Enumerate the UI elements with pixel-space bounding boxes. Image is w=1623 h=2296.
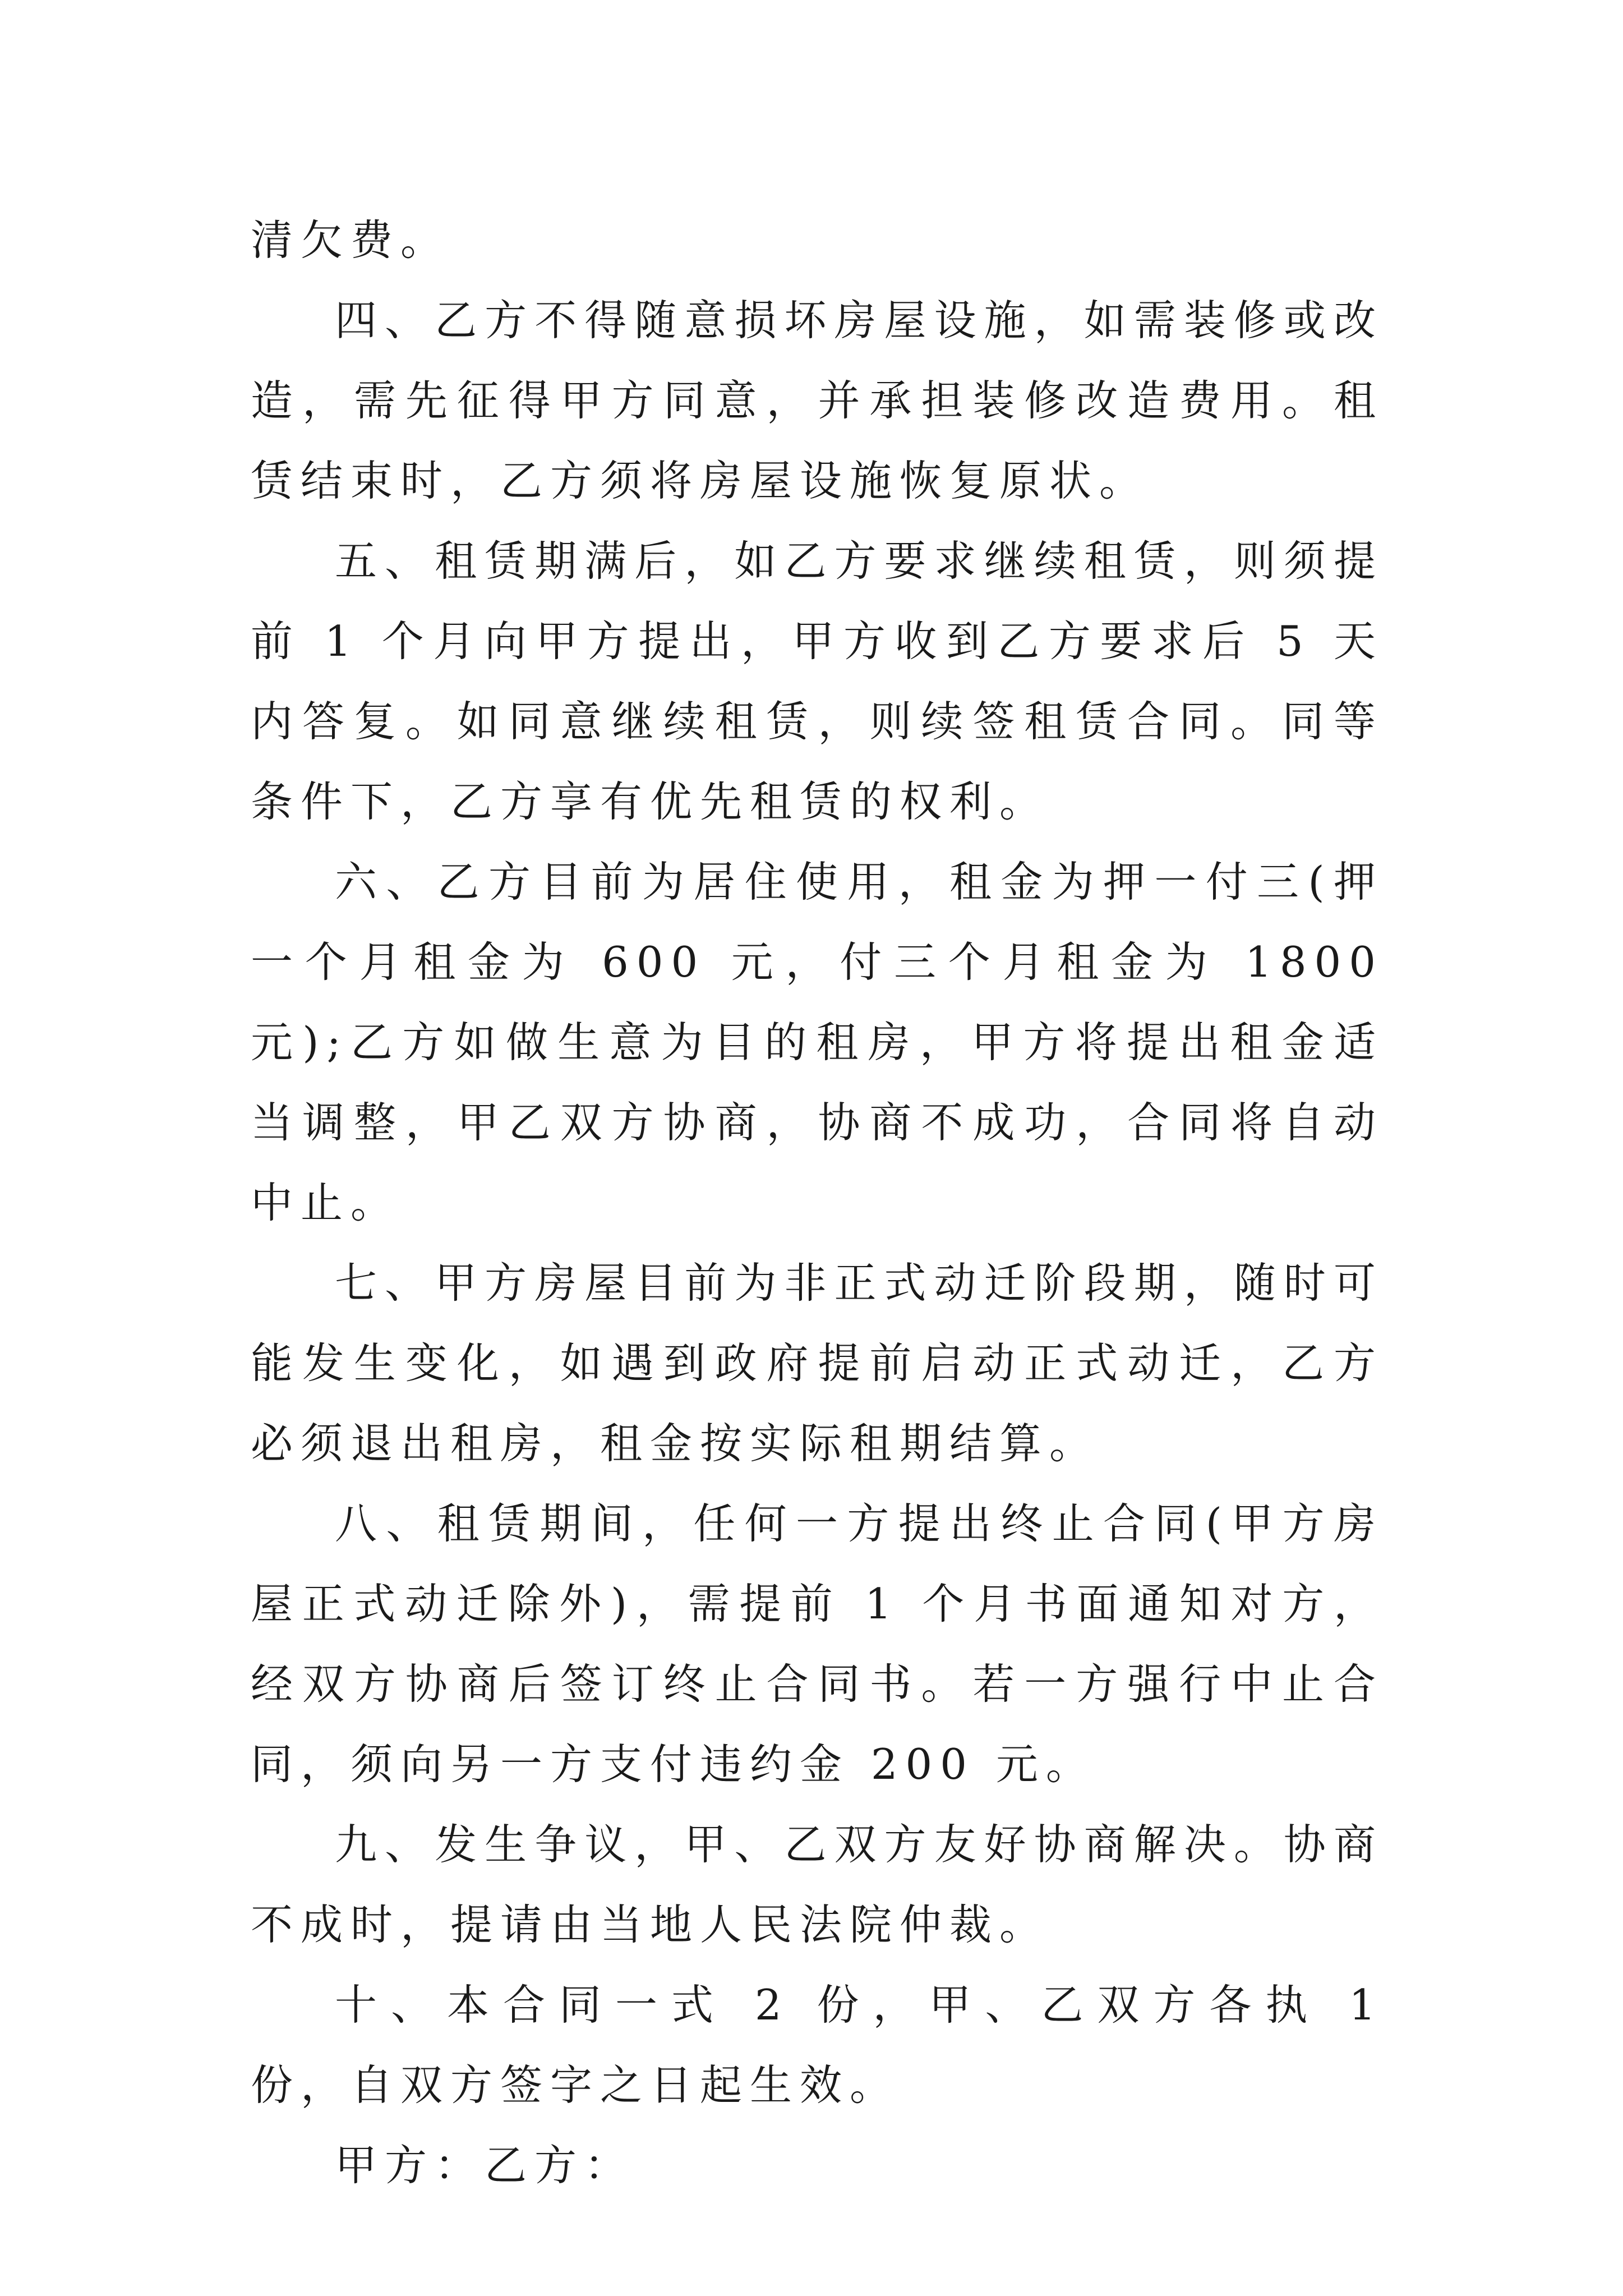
clause-10: 十、本合同一式 2 份，甲、乙双方各执 1 份，自双方签字之日起生效。 xyxy=(251,1980,1384,2110)
clause-9: 九、发生争议，甲、乙双方友好协商解决。协商不成时，提请由当地人民法院仲裁。 xyxy=(251,1820,1384,1949)
clause-6: 六、乙方目前为居住使用，租金为押一付三(押一个月租金为 600 元，付三个月租金为 1800 元);乙方如做生意为目的租房，甲方将提出租金适当调整，甲乙双方协商，协商不成功，合同将自动中止。 xyxy=(251,857,1384,1227)
document-body xyxy=(251,200,1384,2206)
clause-7: 七、甲方房屋目前为非正式动迁阶段期，随时可能发生变化，如遇到政府提前启动正式动迁，乙方必须退出租房，租金按实际租期结算。 xyxy=(251,1258,1384,1468)
clause-8: 八、租赁期间，任何一方提出终止合同(甲方房屋正式动迁除外)，需提前 1 个月书面通知对方，经双方协商后签订终止合同书。若一方强行中止合同，须向另一方支付违约金 200 元。 xyxy=(251,1499,1384,1789)
clause-4: 四、乙方不得随意损坏房屋设施，如需装修或改造，需先征得甲方同意，并承担装修改造费用。租赁结束时，乙方须将房屋设施恢复原状。 xyxy=(251,296,1384,505)
paragraph-continuation: 清欠费。 xyxy=(251,215,451,265)
clause-5: 五、租赁期满后，如乙方要求继续租赁，则须提前 1 个月向甲方提出，甲方收到乙方要求后 5 天内答复。如同意继续租赁，则续签租赁合同。同等条件下，乙方享有优先租赁的权利。 xyxy=(251,536,1384,826)
signature-line: 甲方：乙方： xyxy=(335,2141,635,2190)
